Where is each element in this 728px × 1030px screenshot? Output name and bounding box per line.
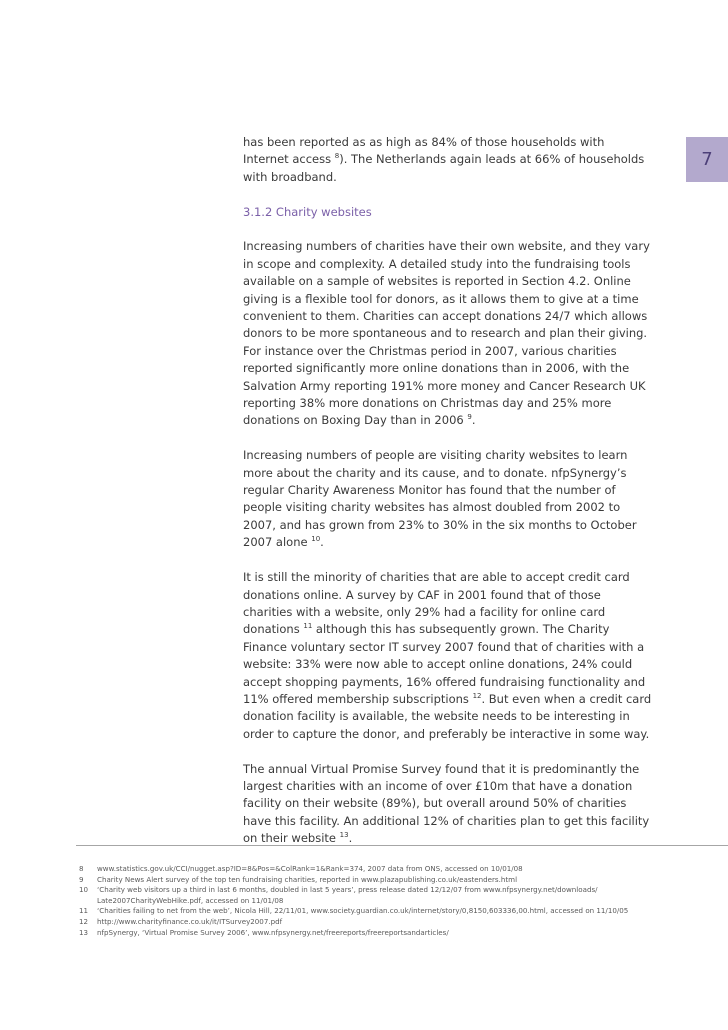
footnote-ref-12[interactable]: 12 <box>472 691 482 700</box>
footnote-ref-13[interactable]: 13 <box>339 831 349 840</box>
paragraph-3: Increasing numbers of people are visiting charity websites to learn more about the charity and its cause, and to donate. nfpSynergy’s regular Charity Awareness Monitor has found that the number of people visiting charity websites has almost doubled from 2002 to 2007, and has grown from 23% to 30% in the six months to October 2007 alone $^{10}$. <box>243 448 637 550</box>
paragraph-2: Increasing numbers of charities have their own website, and they vary in scope and complexity. A detailed study into the fundraising tools available on a sample of websites is reported in Section 4.2. Online giving is a flexible tool for donors, as it allows them to give at a time convenient to them. Charities can accept donations 24/7 which allows donors to be more spontaneous and to research and plan their giving. For instance over the Christmas period in 2007, various charities reported significantly more online donations than in 2006, with the Salvation Army reporting 191% more money and Cancer Research UK reporting 38% more donations on Christmas day and 25% more donations on Boxing Day than in 2006 $^9$. <box>243 239 650 428</box>
footnote-item: 12 http://www.charityfinance.co.uk/it/ITSurvey2007.pdf <box>79 916 283 926</box>
section-heading: 3.1.2 Charity websites <box>243 204 372 219</box>
footnote-divider <box>76 845 728 846</box>
footnote-item: 11 ‘Charities failing to net from the web’, Nicola Hill, 22/11/01, www.society.guardian.co.uk/internet/story/0,8150,603336,00.html, accessed on 11/10/05 <box>79 906 629 916</box>
footnotes <box>79 864 639 938</box>
footnote-item: 8 www.statistics.gov.uk/CCI/nugget.asp?ID=8&Pos=&ColRank=1&Rank=374, 2007 data from ONS, accessed on 10/01/08 <box>79 864 523 873</box>
paragraph-5: The annual Virtual Promise Survey found that it is predominantly the largest charities with an income of over £10m that have a donation facility on their website (89%), but overall around 50% of charities have this facility. An additional 12% of charities plan to get this facility on their website $^{13}$. <box>243 761 650 846</box>
page-number: 7 <box>701 149 713 170</box>
footnote-ref-10[interactable]: 10 <box>311 535 321 544</box>
footnote-item: 9 Charity News Alert survey of the top ten fundraising charities, reported in www.plazapublishing.co.uk/eastenders.html <box>79 874 518 884</box>
footnote-item: 10 ‘Charity web visitors up a third in last 6 months, doubled in last 5 years’, press release dated 12/12/07 from www.nfpsynergy.net/downloads/ Late2007CharityWebHike.pdf, accessed on 11/01/08 <box>79 885 598 905</box>
footnote-ref-9[interactable]: 9 <box>467 413 472 422</box>
footnote-ref-11[interactable]: 11 <box>303 622 313 631</box>
page-number-tab <box>686 137 728 182</box>
footnote-item: 13 nfpSynergy, ‘Virtual Promise Survey 2006’, www.nfpsynergy.net/freereports/freereportsandarticles/ <box>79 927 449 937</box>
footnote-ref-8[interactable]: 8 <box>334 152 340 161</box>
paragraph-1: has been reported as as high as 84% of those households with Internet access $^8$). The Netherlands again leads at 66% of households with broadband. <box>243 135 645 184</box>
body-text <box>243 134 653 848</box>
paragraph-4: It is still the minority of charities that are able to accept credit card donations online. A survey by CAF in 2001 found that of those charities with a website, only 29% had a facility for online card donations $^{11}$ although this has subsequently grown. The Charity Finance voluntary sector IT survey 2007 found that of charities with a website: 33% were now able to accept online donations, 24% could accept shopping payments, 16% offered fundraising functionality and 11% offered membership subscriptions $^{12}$. But even when a credit card donation facility is available, the website needs to be interesting in order to capture the donor, and preferably be interactive in some way. <box>243 570 652 741</box>
